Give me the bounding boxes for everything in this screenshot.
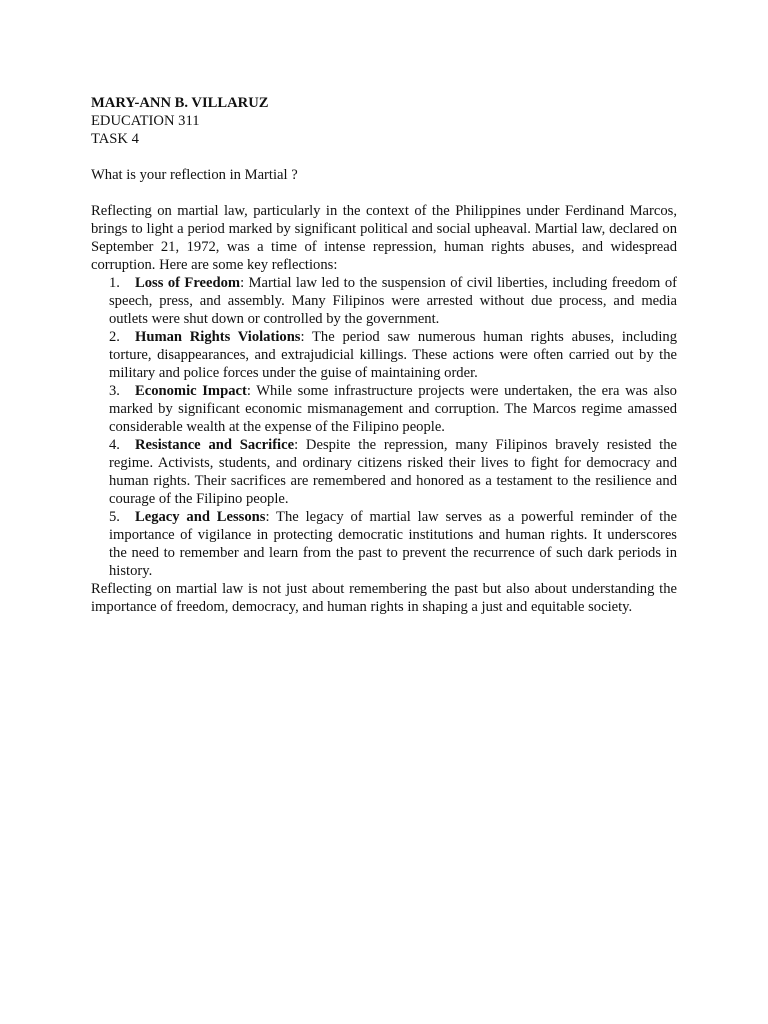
list-item bbox=[109, 508, 677, 580]
list-item bbox=[109, 382, 677, 436]
item-text: : While some infrastructure projects were undertaken, the era was also marked by significant economic mismanagement and corruption. The Marcos regime amassed considerable wealth at the expense of the Filipino people. bbox=[109, 383, 677, 435]
list-item bbox=[109, 328, 677, 382]
reflections-list bbox=[91, 274, 677, 580]
course-name: EDUCATION 311 bbox=[91, 113, 200, 129]
item-term: Loss of Freedom bbox=[135, 275, 241, 291]
conclusion-paragraph: Reflecting on martial law is not just about remembering the past but also about understanding the importance of freedom, democracy, and human rights in shaping a just and equitable society. bbox=[91, 581, 677, 615]
item-term: Resistance and Sacrifice bbox=[135, 437, 295, 453]
item-term: Legacy and Lessons bbox=[135, 509, 266, 525]
item-number: 4. bbox=[109, 437, 120, 453]
item-text: : Martial law led to the suspension of civil liberties, including freedom of speech, press, and assembly. Many Filipinos were arrested without due process, and media outlets were shut down or controlled by the government. bbox=[109, 275, 677, 327]
item-term: Economic Impact bbox=[135, 383, 247, 399]
item-number: 1. bbox=[109, 275, 120, 291]
reflection-question: What is your reflection in Martial ? bbox=[91, 167, 298, 183]
spacer bbox=[91, 148, 677, 166]
item-text: : Despite the repression, many Filipinos bravely resisted the regime. Activists, students, and ordinary citizens risked their lives to fight for democracy and human rights. Their sacrifices are remembered and honored as a testament to the resilience and courage of the Filipino people. bbox=[109, 437, 678, 507]
task-label: TASK 4 bbox=[91, 131, 139, 147]
spacer bbox=[91, 184, 677, 202]
item-term: Human Rights Violations bbox=[135, 329, 301, 345]
item-text: : The period saw numerous human rights abuses, including torture, disappearances, and extrajudicial killings. These actions were often carried out by the military and police forces under the guise of maintaining order. bbox=[109, 329, 678, 381]
item-number: 2. bbox=[109, 329, 120, 345]
item-number: 3. bbox=[109, 383, 120, 399]
list-item bbox=[109, 436, 677, 508]
intro-paragraph: Reflecting on martial law, particularly in the context of the Philippines under Ferdinand Marcos, brings to light a period marked by significant political and social upheaval. Martial law, declared on September 21, 1972, was a time of intense repression, human rights abuses, and widespread corruption. Here are some key reflections: bbox=[91, 203, 677, 273]
document-page bbox=[91, 94, 677, 616]
list-item bbox=[109, 274, 677, 328]
item-text: : The legacy of martial law serves as a powerful reminder of the importance of vigilance in protecting democratic institutions and human rights. It underscores the need to remember and learn from the past to prevent the recurrence of such dark periods in history. bbox=[109, 509, 677, 579]
item-number: 5. bbox=[109, 509, 120, 525]
author-name: MARY-ANN B. VILLARUZ bbox=[91, 95, 269, 111]
